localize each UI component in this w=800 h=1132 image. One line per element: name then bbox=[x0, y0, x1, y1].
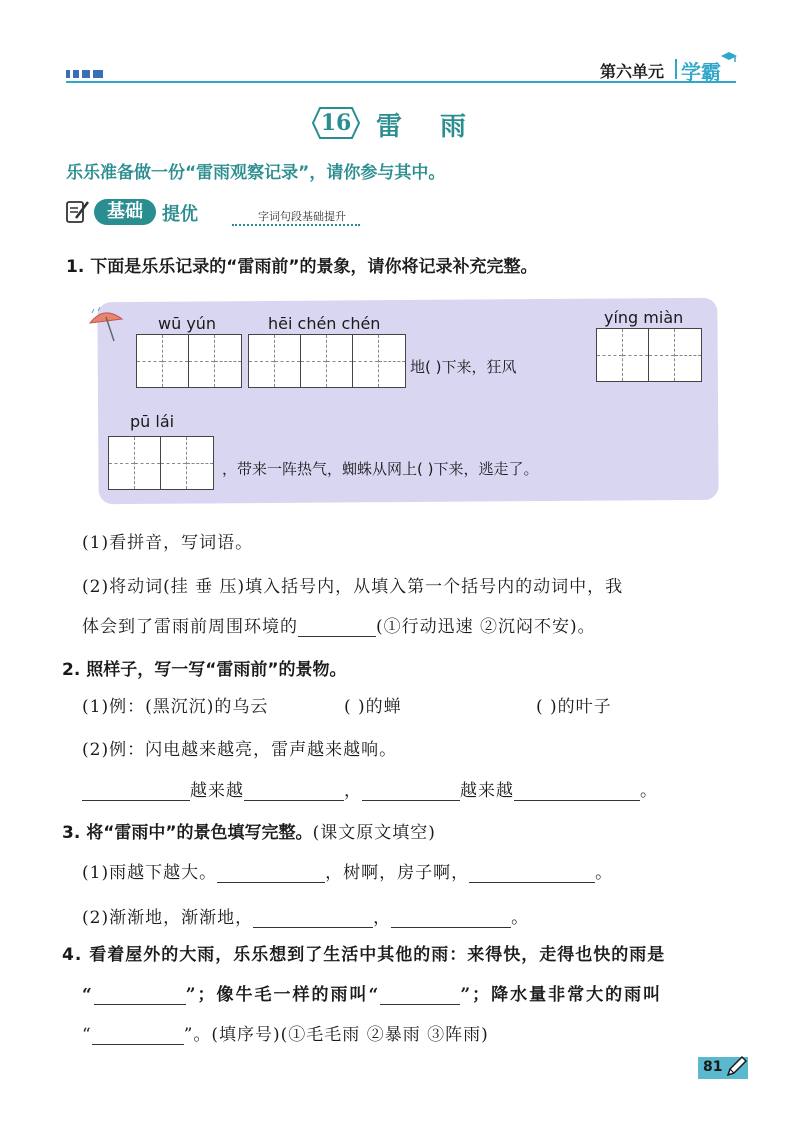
q2-word: 越来越 bbox=[190, 781, 244, 801]
q3-note: (课文原文填空) bbox=[312, 823, 436, 843]
record-text-2: ，带来一阵热气，蜘蛛从网上( )下来，逃走了。 bbox=[222, 460, 539, 478]
answer-blank[interactable] bbox=[469, 864, 595, 883]
q4-open-quote-2: “ bbox=[82, 1025, 92, 1045]
graduation-cap-icon bbox=[721, 52, 737, 62]
lesson-number: 16 bbox=[320, 110, 352, 136]
pinyin-wuyun: wū yún bbox=[158, 314, 217, 333]
q4-line3-end: ”。(填序号)(①毛毛雨 ②暴雨 ③阵雨) bbox=[183, 1025, 489, 1045]
answer-grid-wuyun[interactable] bbox=[136, 334, 242, 388]
umbrella-icon bbox=[86, 305, 126, 345]
intro-text: 乐乐准备做一份“雷雨观察记录”，请你参与其中。 bbox=[66, 163, 446, 183]
q2-example-2: (2)例：闪电越来越亮，雷声越来越响。 bbox=[82, 740, 398, 760]
q2-blank-leaf[interactable]: ( )的叶子 bbox=[536, 697, 612, 717]
header-divider bbox=[675, 59, 677, 79]
answer-blank[interactable] bbox=[362, 782, 460, 801]
q3-stem-text: 3. 将“雷雨中”的景色填写完整。 bbox=[62, 823, 313, 843]
page-number: 81 bbox=[703, 1059, 723, 1075]
q2-example-1: (1)例：(黑沉沉)的乌云 bbox=[82, 697, 269, 717]
pinyin-pulai: pū lái bbox=[130, 412, 175, 431]
q3-comma: ， bbox=[373, 908, 392, 928]
q4-line2-end: ”；降水量非常大的雨叫 bbox=[460, 985, 663, 1005]
section-underline bbox=[232, 224, 360, 226]
lesson-title: 雷雨 bbox=[376, 112, 505, 142]
unit-label: 第六单元 bbox=[600, 62, 665, 81]
answer-grid-heichenchen[interactable] bbox=[248, 334, 406, 388]
question-4-stem: 4. 看着屋外的大雨，乐乐想到了生活中其他的雨：来得快，走得也快的雨是 bbox=[62, 945, 666, 965]
answer-blank[interactable] bbox=[298, 618, 376, 637]
answer-grid-yingmian[interactable] bbox=[596, 328, 702, 382]
q1-sub2a: (2)将动词(挂 垂 压)填入括号内，从填入第一个括号内的动词中，我 bbox=[82, 577, 624, 597]
q3-sub2-end: 。 bbox=[511, 908, 530, 928]
answer-blank[interactable] bbox=[82, 782, 190, 801]
answer-blank[interactable] bbox=[217, 864, 325, 883]
q2-word-2: 越来越 bbox=[460, 781, 514, 801]
q1-sub1: (1)看拼音，写词语。 bbox=[82, 533, 254, 553]
answer-blank[interactable] bbox=[244, 782, 344, 801]
pinyin-heichenchen: hēi chén chén bbox=[268, 314, 381, 333]
record-text-1: 地( )下来，狂风 bbox=[410, 358, 517, 376]
q3-sub2 bbox=[82, 903, 529, 928]
q3-sub1-pre: (1)雨越下越大。 bbox=[82, 863, 218, 883]
q2-end: 。 bbox=[640, 781, 658, 801]
q3-sub2-pre: (2)渐渐地，渐渐地， bbox=[82, 908, 254, 928]
q4-line2 bbox=[82, 980, 662, 1005]
answer-blank[interactable] bbox=[380, 986, 460, 1005]
pencil-icon bbox=[724, 1055, 748, 1079]
question-3-stem bbox=[62, 818, 436, 843]
q1-sub2b-pre: 体会到了雷雨前周围环境的 bbox=[82, 617, 298, 637]
notebook-pencil-icon bbox=[64, 198, 90, 224]
pinyin-yingmian: yíng miàn bbox=[604, 308, 684, 327]
section-title: 提优 bbox=[162, 204, 198, 225]
q4-line2-mid: ”；像牛毛一样的雨叫“ bbox=[185, 985, 381, 1005]
q1-sub2b bbox=[82, 612, 596, 637]
answer-grid-pulai[interactable] bbox=[108, 436, 214, 490]
q3-sub1-mid: ，树啊，房子啊， bbox=[325, 863, 470, 883]
answer-blank[interactable] bbox=[94, 986, 186, 1005]
answer-blank[interactable] bbox=[253, 909, 373, 928]
header-marks bbox=[66, 70, 103, 78]
q4-line3 bbox=[82, 1020, 489, 1045]
section-badge: 基础 bbox=[94, 199, 156, 225]
question-2-stem: 2. 照样子，写一写“雷雨前”的景物。 bbox=[62, 660, 347, 680]
q4-open-quote: “ bbox=[82, 985, 94, 1005]
q2-comma: ， bbox=[344, 781, 362, 801]
section-subtitle: 字词句段基础提升 bbox=[258, 210, 346, 223]
q3-sub1-end: 。 bbox=[595, 863, 614, 883]
answer-blank[interactable] bbox=[514, 782, 640, 801]
question-1-stem: 1. 下面是乐乐记录的“雷雨前”的景象，请你将记录补充完整。 bbox=[66, 257, 538, 277]
q2-sentence-line bbox=[82, 776, 658, 801]
q1-sub2b-post: (①行动迅速 ②沉闷不安)。 bbox=[376, 617, 596, 637]
brand-logo: 学霸 bbox=[681, 60, 721, 84]
answer-blank[interactable] bbox=[391, 909, 511, 928]
q2-blank-cicada[interactable]: ( )的蝉 bbox=[344, 697, 402, 717]
answer-blank[interactable] bbox=[92, 1026, 184, 1045]
q3-sub1 bbox=[82, 858, 613, 883]
